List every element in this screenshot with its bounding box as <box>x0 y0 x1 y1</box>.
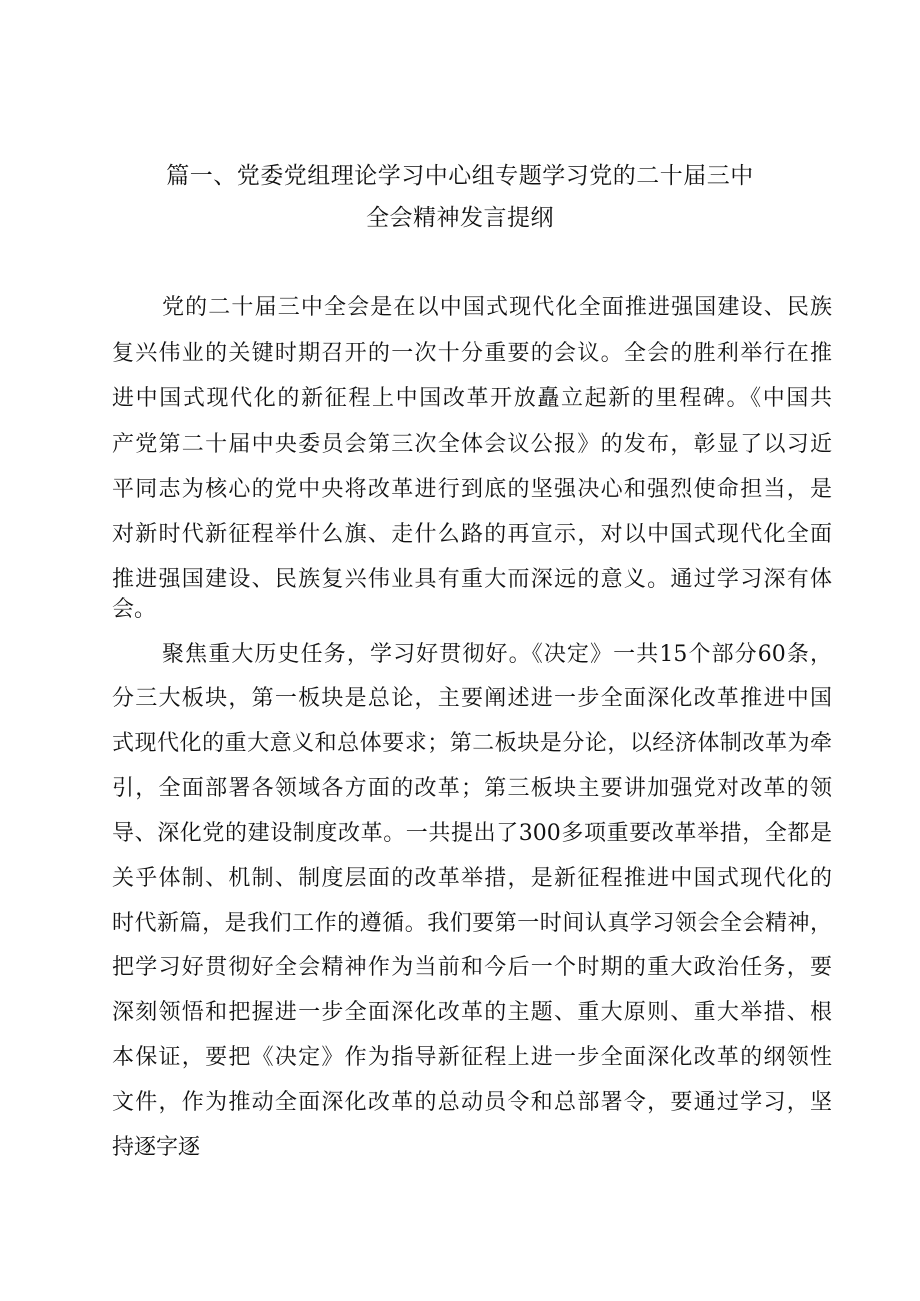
paragraph-1-line-1: 党的二十届三中全会是在以中国式现代化全面推进强国建设、民族 <box>162 295 832 320</box>
paragraph-1-line-5: 平同志为核心的党中央将改革进行到底的坚强决心和强烈使命担当，是 <box>112 477 832 502</box>
document-title-line-2: 全会精神发言提纲 <box>366 205 554 231</box>
paragraph-2-line-6: 关乎体制、机制、制度层面的改革举措，是新征程推进中国式现代化的 <box>112 866 832 891</box>
paragraph-2-line-8: 把学习好贯彻好全会精神作为当前和今后一个时期的重大政治任务，要 <box>112 955 832 980</box>
paragraph-2-line-12: 持逐字逐 <box>112 1135 201 1160</box>
paragraph-1-line-6: 对新时代新征程举什么旗、走什么路的再宣示，对以中国式现代化全面 <box>112 522 832 547</box>
paragraph-1-line-3: 进中国式现代化的新征程上中国改革开放矗立起新的里程碑。《中国共 <box>112 386 832 411</box>
paragraph-2-line-3: 式现代化的重大意义和总体要求；第二板块是分论，以经济体制改革为牵 <box>112 731 832 756</box>
paragraph-2-line-10: 本保证，要把《决定》作为指导新征程上进一步全面深化改革的纲领性 <box>112 1045 832 1070</box>
paragraph-1-line-8: 会。 <box>112 597 157 622</box>
document-title-line-1: 篇一、党委党组理论学习中心组专题学习党的二十届三中 <box>166 163 754 189</box>
paragraph-2-line-1: 聚焦重大历史任务，学习好贯彻好。《决定》一共15个部分60条， <box>162 642 832 667</box>
paragraph-2-line-5: 导、深化党的建设制度改革。一共提出了300多项重要改革举措，全都是 <box>112 821 832 846</box>
paragraph-2-line-11: 文件，作为推动全面深化改革的总动员令和总部署令，要通过学习，坚 <box>112 1090 832 1115</box>
paragraph-1-line-4: 产党第二十届中央委员会第三次全体会议公报》的发布，彰显了以习近 <box>112 432 832 457</box>
paragraph-2-line-7: 时代新篇，是我们工作的遵循。我们要第一时间认真学习领会全会精神， <box>112 911 832 936</box>
paragraph-1-line-2: 复兴伟业的关键时期召开的一次十分重要的会议。全会的胜利举行在推 <box>112 341 832 366</box>
paragraph-2-line-4: 引，全面部署各领域各方面的改革；第三板块主要讲加强党对改革的领 <box>112 776 832 801</box>
paragraph-2-line-9: 深刻领悟和把握进一步全面深化改革的主题、重大原则、重大举措、根 <box>112 1000 832 1025</box>
paragraph-2-line-2: 分三大板块，第一板块是总论，主要阐述进一步全面深化改革推进中国 <box>112 686 832 711</box>
paragraph-1-line-7: 推进强国建设、民族复兴伟业具有重大而深远的意义。通过学习深有体 <box>112 567 832 592</box>
